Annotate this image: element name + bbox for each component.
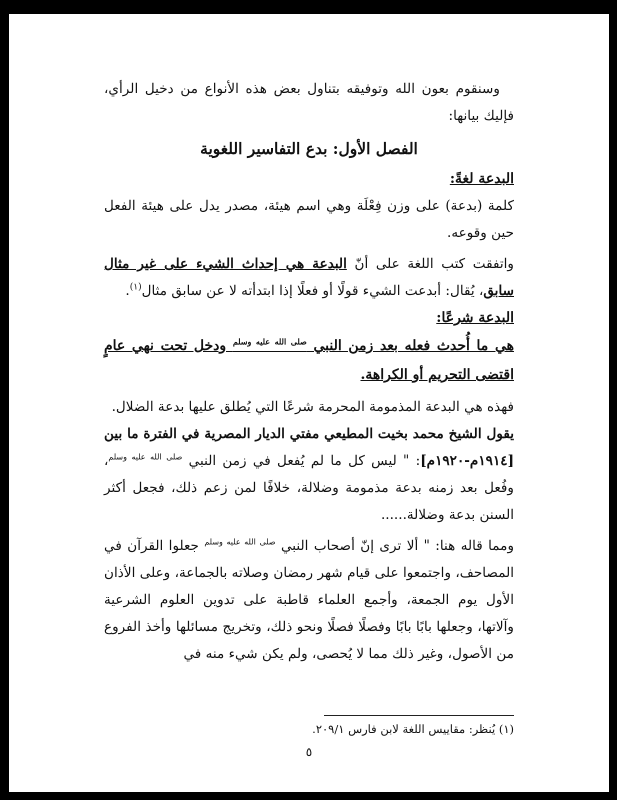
text-run: . bbox=[125, 283, 130, 299]
footnote-separator bbox=[324, 715, 514, 716]
emphasized-definition: البدعة هي إحداث الشيء على غير مثال سابق bbox=[104, 256, 514, 299]
quote-attribution: يقول الشيخ محمد بخيت المطيعي مفتي الديار المصرية في الفترة ما بين [١٩١٤م-١٩٢٠م] bbox=[104, 426, 514, 469]
page-body bbox=[104, 76, 514, 668]
paragraph-condemned-bidah: فهذه هي البدعة المذمومة المحرمة شرعًا التي يُطلق عليها بدعة الضلال. bbox=[111, 399, 514, 415]
footnote: (١) يُنظر: مقاييس اللغة لابن فارس ٢٠٩/١. bbox=[312, 722, 514, 736]
text-run: : " ليس كل ما لم يُفعل في زمن النبي bbox=[182, 453, 421, 469]
paragraph-agreement bbox=[104, 251, 514, 305]
paragraph-quote-mutii bbox=[104, 421, 514, 529]
document-page bbox=[9, 14, 609, 792]
salutation-mark: صلى الله عليه وسلم bbox=[204, 537, 276, 547]
heading-text: البدعة لغةً: bbox=[449, 171, 514, 187]
salutation-mark: صلى الله عليه وسلم bbox=[108, 452, 183, 462]
text-run: ، يُقال: أبدعت الشيء قولًا أو فعلًا إذا ابتدأته لا عن سابق مثال bbox=[141, 283, 484, 299]
salutation-mark: صلى الله عليه وسلم bbox=[232, 336, 307, 347]
chapter-title: الفصل الأول: بدع التفاسير اللغوية bbox=[200, 139, 418, 158]
text-run: ودخل تحت نهي عامٍ اقتضى التحريم أو الكراهة. bbox=[104, 338, 514, 383]
section-heading-legal bbox=[104, 305, 514, 332]
text-run: جعلوا القرآن في المصاحف، واجتمعوا على قيام شهر رمضان وصلاته بالجماعة، وعلى الأذان الأول يوم الجمعة، وأجمع العلماء قاطبة على تدوين العلوم الشرعية وآلاتها، وجعلها بابًا بابًا وفصلًا فصلًا ونحو ذلك، وتخريج مسائلها وأخذ الفروع من الأصول، وغير ذلك مما لا يُحصى، ولم يكن شيء منه في bbox=[104, 538, 514, 662]
text-run: ، وفُعل بعد زمنه بدعة مذمومة وضلالة، خلافًا لمن زعم ذلك، فجعل أكثر السنن بدعة وضلالة...... bbox=[104, 453, 514, 523]
legal-definition bbox=[104, 332, 514, 390]
page-number: ٥ bbox=[305, 745, 313, 759]
text-run: واتفقت كتب اللغة على أنّ bbox=[346, 256, 514, 272]
paragraph-companions bbox=[104, 533, 514, 668]
intro-paragraph: وسنقوم بعون الله وتوفيقه بتناول بعض هذه الأنواع من دخيل الرأي، فإليك بيانها: bbox=[104, 81, 514, 124]
section-heading-linguistic bbox=[104, 166, 514, 193]
footnote-reference: (١) bbox=[129, 282, 142, 293]
text-run: هي ما أُحدث فعله بعد زمن النبي bbox=[306, 338, 514, 354]
paragraph-word-definition: كلمة (بدعة) على وزن فِعْلَة وهي اسم هيئة، مصدر يدل على هيئة الفعل حين وقوعه. bbox=[104, 198, 514, 241]
text-run: ومما قاله هنا: " ألا ترى إنّ أصحاب النبي bbox=[275, 538, 515, 554]
heading-text: البدعة شرعًا: bbox=[436, 310, 514, 326]
